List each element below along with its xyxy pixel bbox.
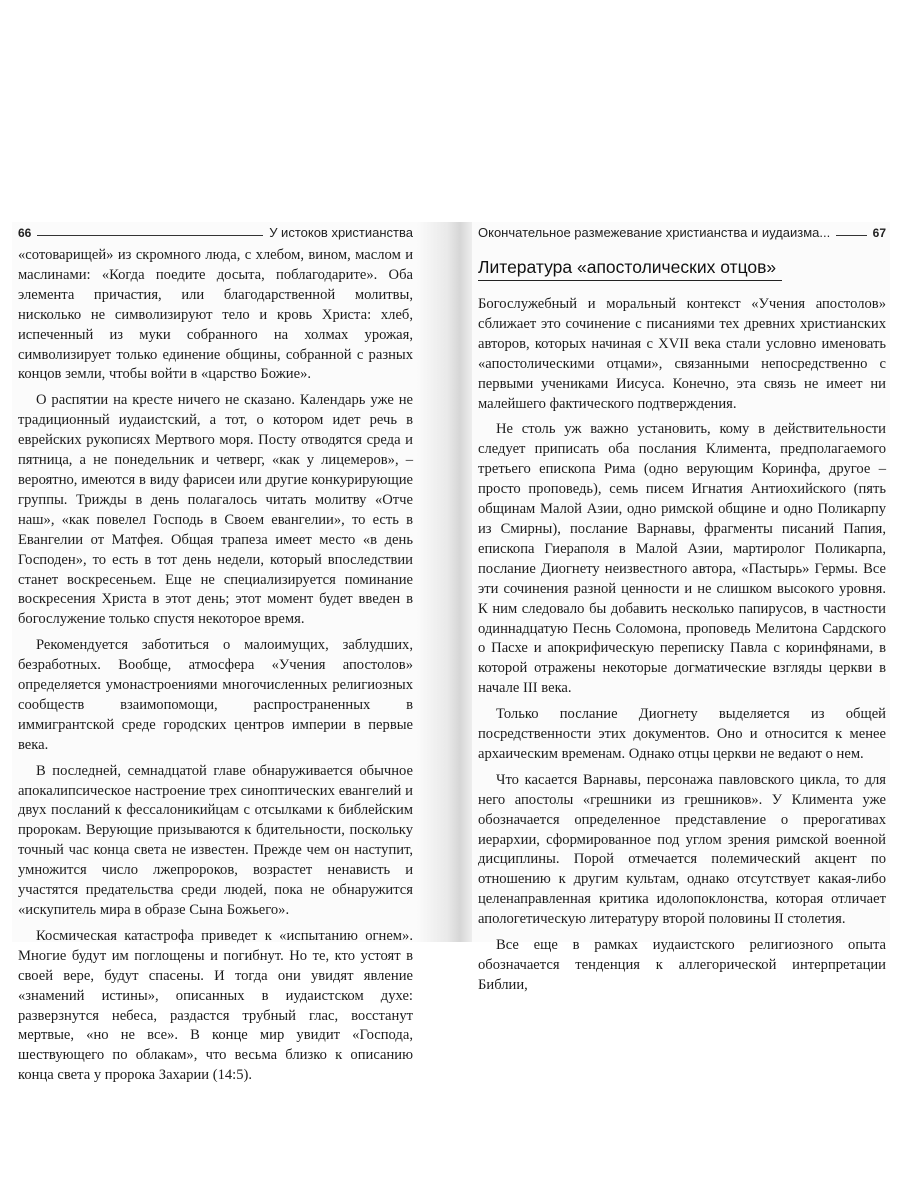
right-page bbox=[472, 222, 890, 993]
paragraph: О распятии на кресте ничего не сказано. Календарь уже не традиционный иудаистский, а тот, о котором идет речь в еврейских рукописях Мертвого моря. Посту отводятся среда и пятница, а не понедельник и четверг, «как у лицемеров», – вероятно, имеются в виду фарисеи или другие конкурирующие группы. Трижды в день полагалось читать молитву «Отче наш», «как повелел Господь в Своем евангелии», то есть в Евангелии от Матфея. Общая трапеза имеет место «в день Господен», то есть в тот день недели, который впоследствии станет воскресеньем. Еще не специализируется поминание воскресения Христа в этот день; этот момент будет введен в богослужение только спустя некоторое время. bbox=[18, 392, 413, 628]
section-heading: Литература «апостолических отцов» bbox=[478, 256, 782, 281]
paragraph: Не столь уж важно установить, кому в действительности следует приписать оба послания Климента, предполагаемого третьего епископа Рима (одно верующим Коринфа, другое – просто проповедь), семь писем Игнатия Антиохийского (пять общинам Малой Азии, одно римской общине и одно Поликарпу из Смирны), послание Варнавы, фрагменты писаний Папия, епископа Гиераполя в Малой Азии, мартиролог Поликарпа, послание Диогнету неизвестного автора, «Пастырь» Гермы. Все эти сочинения разной ценности и не слишком высокого уровня. К ним следовало бы добавить несколько папирусов, в частности одиннадцатую Песнь Соломона, проповедь Мелитона Сардского о Пасхе и апокрифическую переписку Павла с коринфянами, в которой отражены некоторые догматические взгляды церкви в начале III века. bbox=[478, 421, 886, 697]
paragraph: В последней, семнадцатой главе обнаруживается обычное апокалипсическое настроение трех синоптических евангелий и двух посланий к фессалоникийцам с отсылками к библейским пророкам. Верующие призываются к бдительности, поскольку точный час конца света не известен. Прежде чем он наступит, умножится число лжепророков, возрастет ненависть и участятся предательства среди людей, пока не обнаружится «искупитель мира в образе Сына Божьего». bbox=[18, 762, 413, 918]
paragraph: Богослужебный и моральный контекст «Учения апостолов» сближает это сочинение с писаниями тех древних христианских авторов, которых начиная с XVII века стали условно именовать «апостолическими отцами», связанными непосредственно с первыми учениками Иисуса. Конечно, эта связь не имеет ни малейшего фактического подтверждения. bbox=[478, 296, 886, 412]
book-gutter bbox=[417, 222, 472, 942]
paragraph: Только послание Диогнету выделяется из общей посредственности этих документов. Оно и относится к менее архаическим временам. Однако отцы церкви не ведают о нем. bbox=[478, 706, 886, 762]
paragraph: Рекомендуется заботиться о малоимущих, заблудших, безработных. Вообще, атмосфера «Учения апостолов» определяется умонастроениями многочисленных религиозных сообществ взаимопомощи, распространенных в иммигрантской среде городских центров империи в первые века. bbox=[18, 637, 413, 753]
right-page-number: 67 bbox=[872, 226, 886, 240]
left-body-text bbox=[18, 246, 413, 1086]
paragraph: «сотоварищей» из скромного люда, с хлебом, вином, маслом и маслинами: «Когда поедите досыта, поблагодарите». Оба элемента причастия, или благодарственной молитвы, нисколько не символизируют тело и кровь Христа: хлеб, испеченный из муки собранного на холмах урожая, символизирует только единение общины, собранной с разных концов земли, чтобы войти в «царство Божие». bbox=[18, 247, 413, 383]
right-header-rule bbox=[836, 235, 866, 236]
right-running-title: Окончательное размежевание христианства и иудаизма... bbox=[478, 225, 831, 240]
right-running-head bbox=[478, 222, 886, 240]
left-running-title: У истоков христианства bbox=[269, 225, 413, 240]
paragraph: Что касается Варнавы, персонажа павловского цикла, то для него апостолы «грешники из грешников». У Климента уже обозначается определенное представление о прерогативах иерархии, сформированное под углом зрения римской военной дисциплины. Порой отмечается полемический акцент по отношению к другим культам, однако отсутствует какая-либо целенаправленная критика идолопоклонства, которая отличает апологетическую литературу второй половины II столетия. bbox=[478, 771, 886, 928]
left-page bbox=[12, 222, 417, 1084]
left-page-number: 66 bbox=[18, 226, 32, 240]
paragraph: Космическая катастрофа приведет к «испытанию огнем». Многие будут им поглощены и погибнут. Но те, кто устоят в своей вере, будут спасены. И тогда они увидят явление «знамений истины», описанных в иудаистском духе: разверзнутся небеса, раздастся трубный глас, восстанут мертвые, «но не все». В конце мир увидит «Господа, шествующего по облакам», что весьма близко к описанию конца света у пророка Захарии (14:5). bbox=[18, 927, 413, 1084]
paragraph: Все еще в рамках иудаистского религиозного опыта обозначается тенденция к аллегорической интерпретации Библии, bbox=[478, 937, 886, 993]
left-header-rule bbox=[37, 235, 263, 236]
right-body-text bbox=[478, 246, 886, 996]
left-running-head bbox=[18, 222, 413, 240]
